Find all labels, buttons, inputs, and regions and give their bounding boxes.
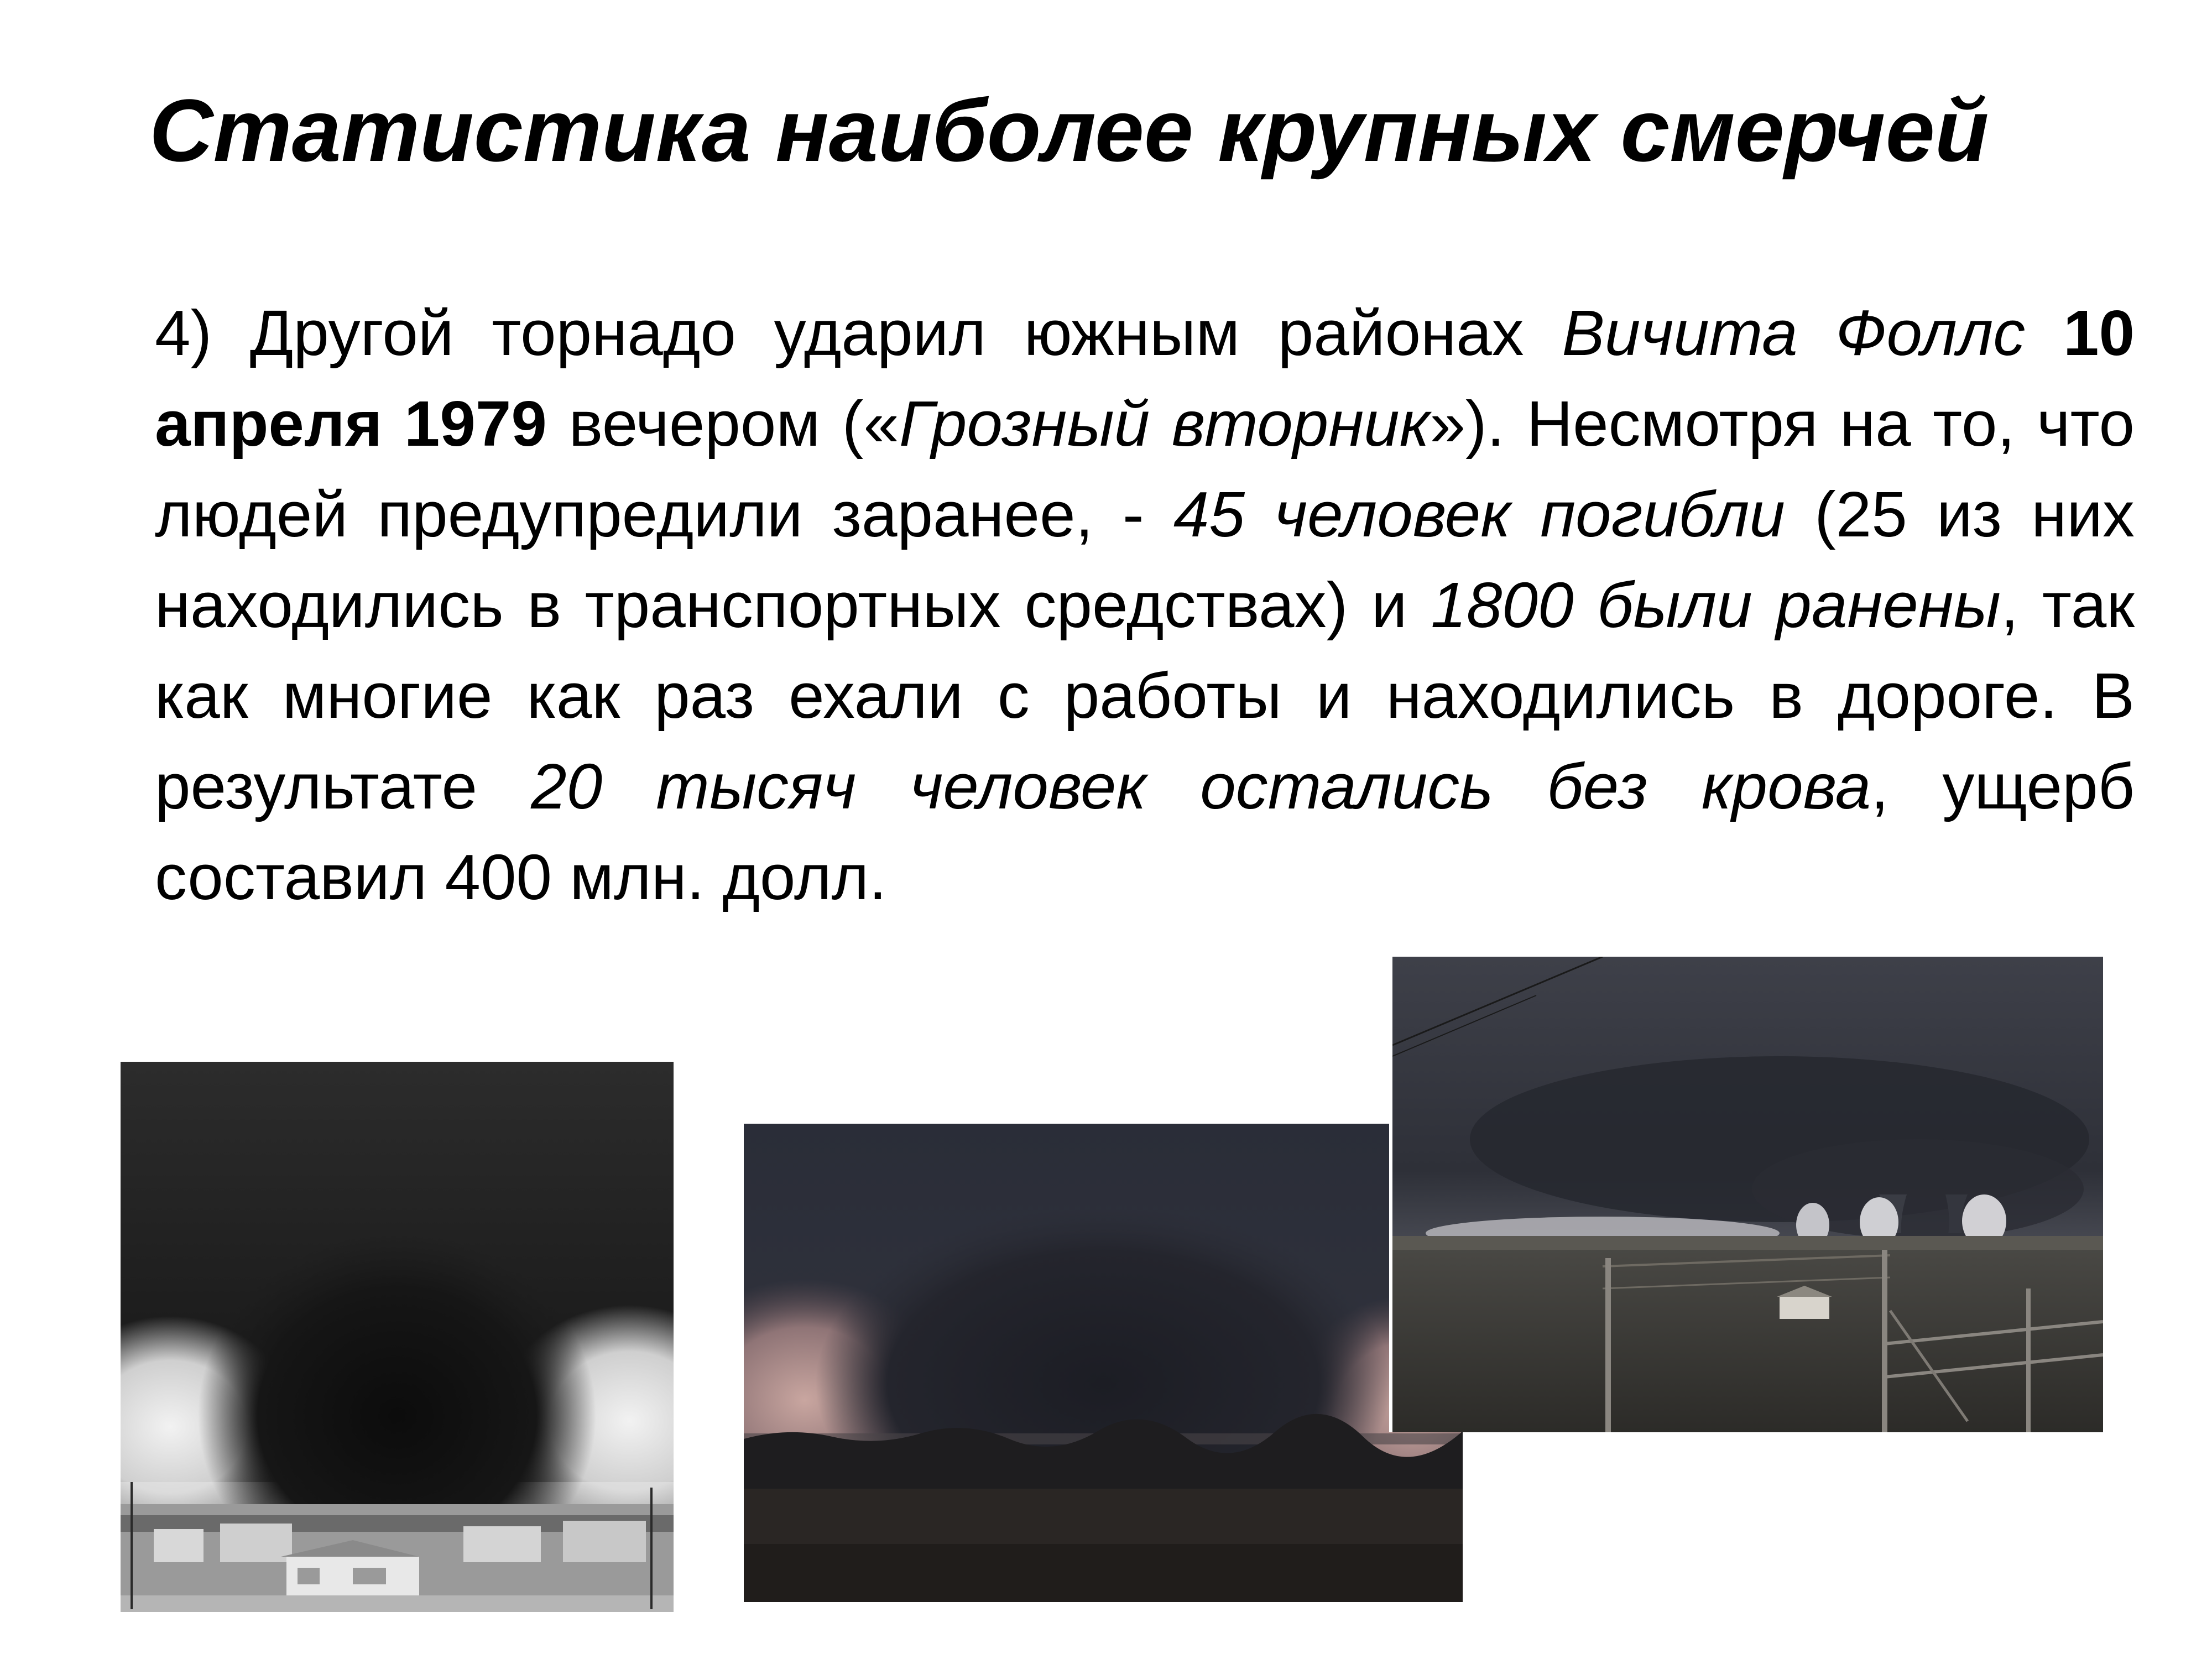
text-run-bold: 10 апреля 1979	[155, 297, 2135, 460]
tornado-photo-dusk-image	[744, 1124, 1463, 1602]
text-run: 4) Другой торнадо ударил южным районах	[155, 297, 1562, 369]
tornado-photo-distant	[1392, 957, 2103, 1432]
tornado-photo-dusk	[744, 1124, 1463, 1602]
tornado-photo-bw-image	[121, 1062, 674, 1612]
text-run-italic: Грозный вторник	[899, 388, 1430, 460]
text-run: »). Несмотря на то, что людей предупредили заранее, -	[155, 388, 2135, 550]
text-run-italic: 45 человек погибли	[1173, 478, 1785, 550]
text-run: , так как многие как раз ехали с работы и находились в дороге. В результате	[155, 569, 2135, 822]
text-run: вечером («	[546, 388, 899, 460]
tornado-photo-bw	[121, 1062, 674, 1612]
text-run-italic: 1800 были ранены	[1431, 569, 2001, 641]
text-run-italic: 20 тысяч человек остались без крова	[531, 750, 1871, 822]
text-run: , ущерб составил 400 млн. долл.	[155, 750, 2135, 913]
tornado-photo-distant-image	[1392, 957, 2103, 1432]
text-run: (25 из них находились в транспортных средствах) и	[155, 478, 2135, 641]
text-run	[2025, 297, 2063, 369]
text-run-italic: Вичита Фоллс	[1562, 297, 2026, 369]
slide-title: Статистика наиболее крупных смерчей	[149, 81, 1989, 180]
body-paragraph	[155, 288, 2135, 922]
